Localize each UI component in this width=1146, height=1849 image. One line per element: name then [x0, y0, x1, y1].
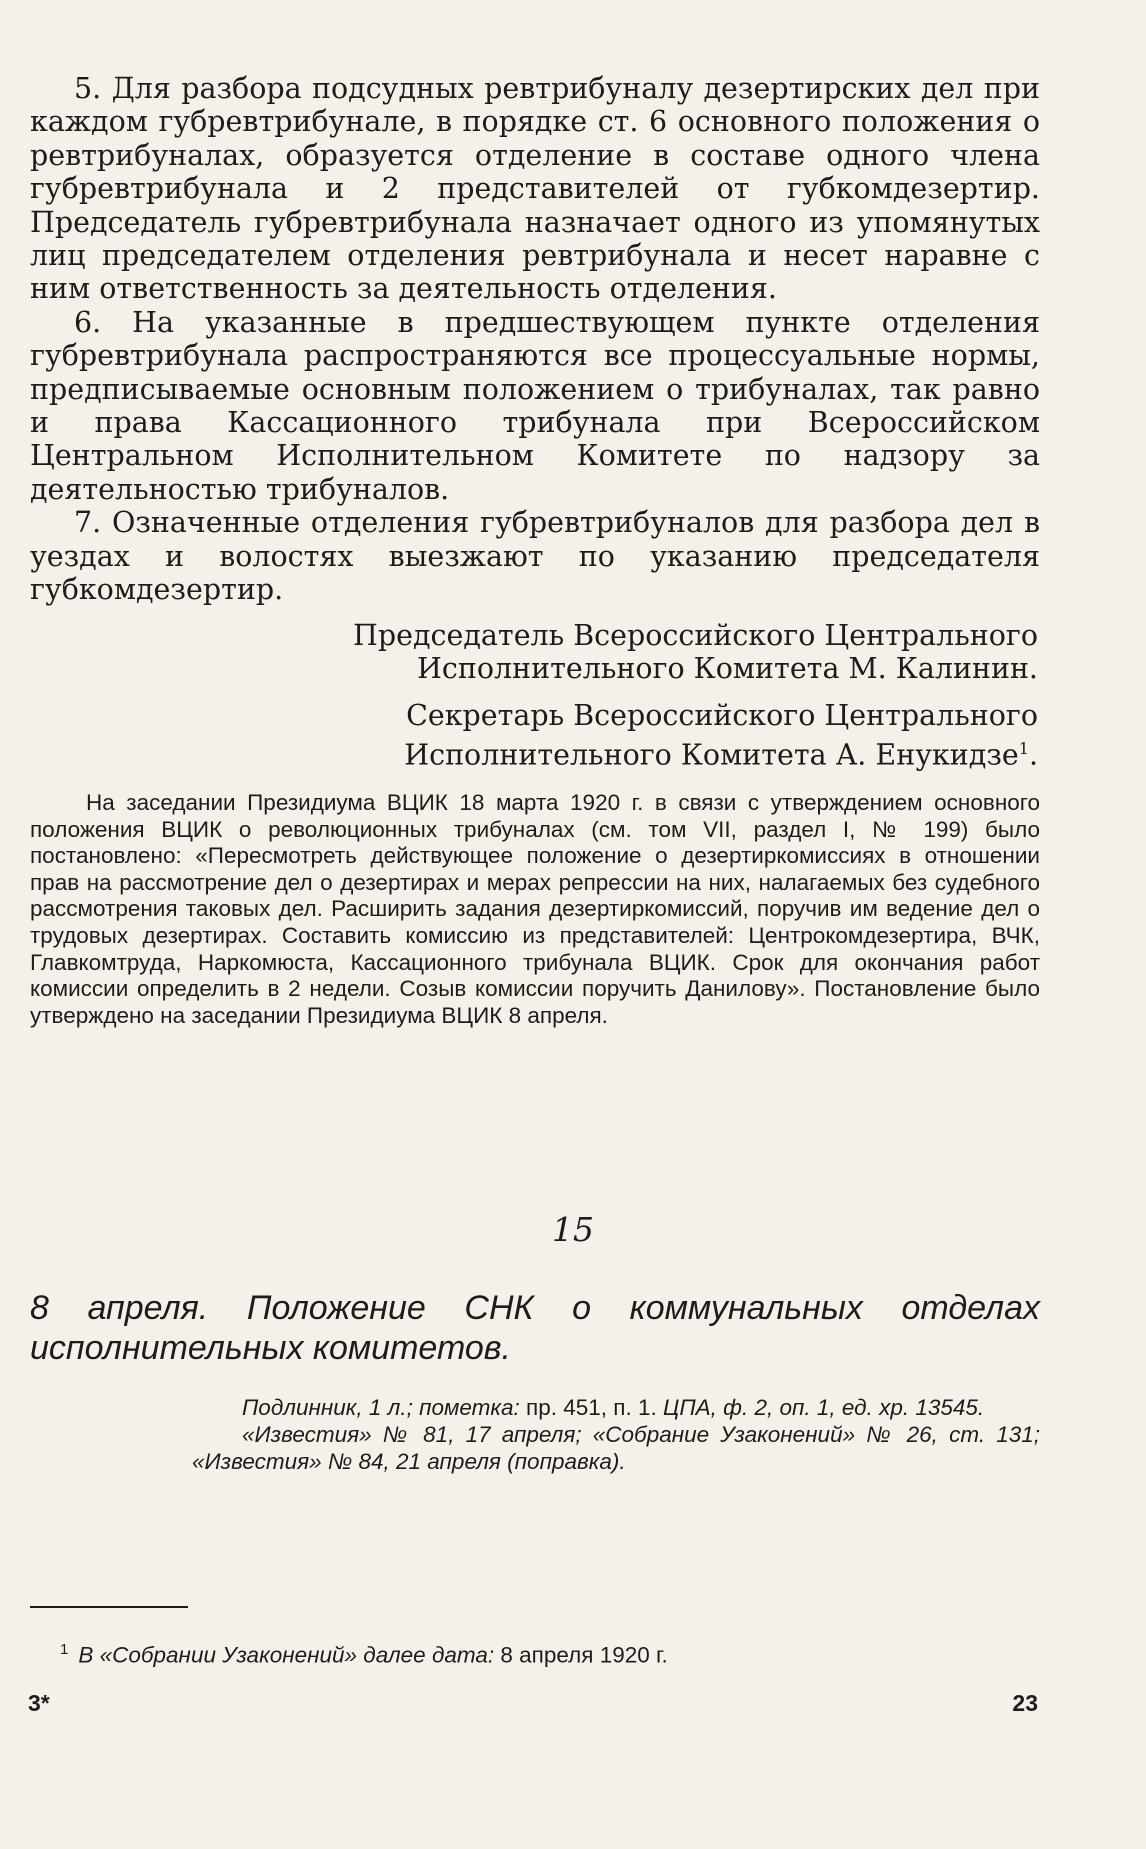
secretary-line-1: Секретарь Всероссийского Центрального [406, 699, 1038, 732]
secretary-line-2-text: Исполнительного Комитета А. Енукидзе [404, 738, 1019, 772]
footnote-mark: 1 [60, 1641, 69, 1658]
resolution-body [30, 72, 1040, 607]
paragraph-5: 5. Для разбора подсудных ревтрибуналу дезертирских дел при каждом губревтрибунале, в порядке ст. 6 основного положения о ревтрибуналах, образуется отделение в составе одного члена губревтрибунала и 2 представителей от губкомдезертир. Председатель губревтрибунала назначает одного из упомянутых лиц председателем отделения ревтрибунала и несет наравне с ним ответственность за деятельность отделения. [30, 72, 1040, 306]
footnote-reference: 1 [1018, 739, 1029, 759]
footnote-plain-text: 8 апреля 1920 г. [494, 1642, 668, 1668]
secretary-signature [404, 699, 1038, 772]
editorial-note-text: На заседании Президиума ВЦИК 18 марта 1920 г. в связи с утверждением основного положения ВЦИК о революционных трибуналах (см. том VII, раздел I, № 199) было постановлено: «Пересмотреть действующее положение о дезертиркомиссиях в отношении прав на рассмотрение дел о дезертирах и мерах репрессии на них, налагаемых без судебного рассмотрения таковых дел. Расширить задания дезертиркомиссий, поручив им ведение дел о трудовых дезертирах. Составить комиссию из представителей: Центрокомдезертира, ВЧК, Главкомтруда, Наркомюста, Кассационного трибунала ВЦИК. Срок для окончания работ комиссии определить в 2 недели. Созыв комиссии поручить Данилову». Постановление было утверждено на заседании Президиума ВЦИК 8 апреля. [30, 790, 1040, 1028]
source-archival-b: ЦПА, ф. 2, оп. 1, ед. хр. 13545. [662, 1395, 985, 1420]
footnote-italic-text: В «Собрании Узаконений» далее дата: [78, 1642, 495, 1668]
source-archival-plain: пр. 451, п. 1. [519, 1395, 663, 1420]
document-title: 8 апреля. Положение СНК о коммунальных отделах исполнительных комитетов. [30, 1289, 1040, 1367]
page-number: 23 [1012, 1690, 1038, 1716]
source-archival-a: Подлинник, 1 л.; пометка: [242, 1395, 520, 1420]
footnote-divider [30, 1606, 188, 1608]
document-number: 15 [552, 1210, 594, 1249]
printer-signature-mark: 3* [28, 1690, 50, 1716]
footnote [60, 1636, 668, 1669]
chairman-signature [353, 619, 1038, 686]
document-sources [192, 1394, 1040, 1475]
paragraph-7: 7. Означенные отделения губревтрибуналов для разбора дел в уездах и волостях выезжают по указанию председателя губкомдезертир. [30, 506, 1040, 607]
paragraph-6: 6. На указанные в предшествующем пункте отделения губревтрибунала распространяются все процессуальные нормы, предписываемые основным положением о трибуналах, так равно и права Кассационного трибунала при Всероссийском Центральном Исполнительном Комитете по надзору за деятельностью трибуналов. [30, 305, 1040, 506]
chairman-line-1: Председатель Всероссийского Центрального [353, 619, 1038, 652]
source-publications: «Известия» № 81, 17 апреля; «Собрание Узаконений» № 26, ст. 131; «Известия» № 84, 21 апреля (поправка). [192, 1422, 1040, 1474]
secretary-line-2-end: . [1028, 738, 1038, 772]
secretary-line-2 [404, 732, 1038, 772]
chairman-line-2: Исполнительного Комитета М. Калинин. [417, 652, 1038, 686]
source-archival [192, 1394, 1040, 1421]
editorial-note [30, 790, 1040, 1029]
